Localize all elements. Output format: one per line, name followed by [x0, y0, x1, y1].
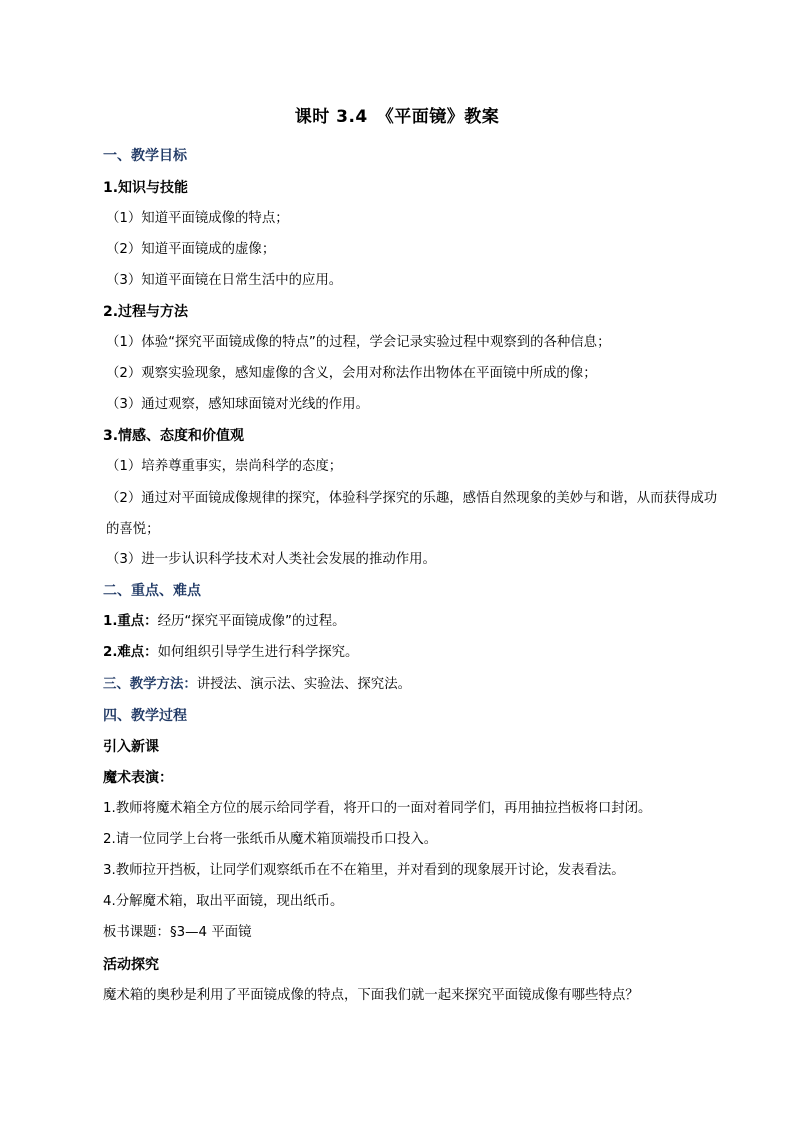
key-point-line: [103, 612, 723, 632]
subheading-process-methods: 2.过程与方法: [103, 304, 189, 320]
subheading-intro: 引入新课: [103, 739, 159, 755]
methods-line: [103, 675, 723, 695]
methods-text: 讲授法、演示法、实验法、探究法。: [196, 677, 411, 692]
list-item: （1）培养尊重事实，崇尚科学的态度；: [106, 459, 343, 474]
subheading-emotion-values: 3.情感、态度和价值观: [103, 428, 245, 444]
document-title: 课时 3.4 《平面镜》教案: [294, 107, 500, 127]
list-item: （2）通过对平面镜成像规律的探究，体验科学探究的乐趣，感悟自然现象的美妙与和谐，从而获得成功的喜悦；: [106, 491, 718, 537]
subheading-activity: 活动探究: [103, 957, 159, 973]
step-item: 1.教师将魔术箱全方位的展示给同学看，将开口的一面对着同学们，再用抽拉挡板将口封闭。: [103, 801, 652, 816]
section-heading-key-points: 二、重点、难点: [103, 583, 201, 599]
step-item: 3.教师拉开挡板，让同学们观察纸币在不在箱里，并对看到的现象展开讨论，发表看法。: [103, 863, 625, 878]
section-heading-process: 四、教学过程: [103, 708, 187, 724]
key-point-text: 经历“探究平面镜成像”的过程。: [157, 614, 346, 629]
difficult-point-line: [103, 643, 723, 663]
key-point-label: 1.重点：: [103, 614, 158, 629]
list-item: （2）观察实验现象，感知虚像的含义，会用对称法作出物体在平面镜中所成的像；: [106, 366, 597, 381]
list-item: （1）体验“探究平面镜成像的特点”的过程，学会记录实验过程中观察到的各种信息；: [106, 335, 611, 350]
subheading-magic: 魔术表演：: [103, 770, 173, 786]
step-item: 2.请一位同学上台将一张纸币从魔术箱顶端投币口投入。: [103, 832, 438, 847]
methods-label: 三、教学方法：: [103, 677, 197, 692]
list-item: （3）知道平面镜在日常生活中的应用。: [106, 273, 343, 288]
board-title: 板书课题：§3—4 平面镜: [103, 925, 252, 940]
difficult-point-text: 如何组织引导学生进行科学探究。: [157, 645, 359, 660]
activity-text: 魔术箱的奥秒是利用了平面镜成像的特点，下面我们就一起来探究平面镜成像有哪些特点？: [103, 988, 639, 1003]
step-item: 4.分解魔术箱，取出平面镜，现出纸币。: [103, 894, 344, 909]
list-item: （3）通过观察，感知球面镜对光线的作用。: [106, 397, 369, 412]
subheading-knowledge-skills: 1.知识与技能: [103, 180, 189, 196]
list-item: （2）知道平面镜成的虚像；: [106, 242, 276, 257]
difficult-point-label: 2.难点：: [103, 645, 158, 660]
section-heading-goals: 一、教学目标: [103, 148, 187, 164]
list-item: （1）知道平面镜成像的特点；: [106, 211, 289, 226]
list-item: （3）进一步认识科学技术对人类社会发展的推动作用。: [106, 552, 436, 567]
